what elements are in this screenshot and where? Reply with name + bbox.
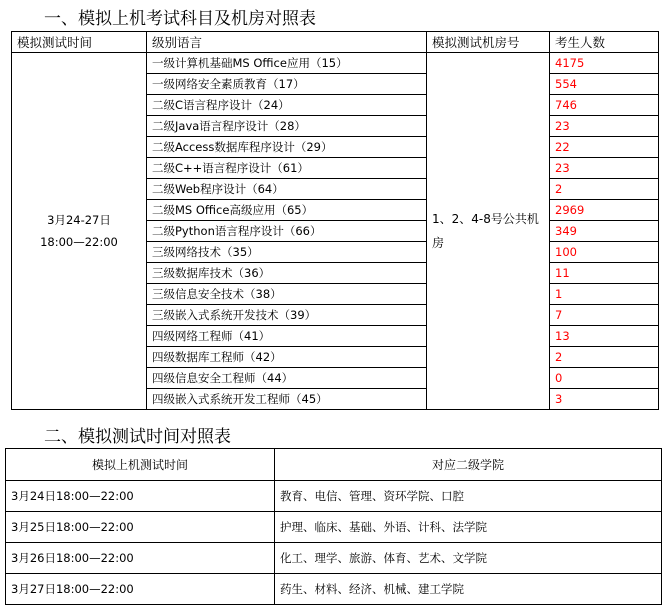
table-header-row (6, 449, 662, 481)
count-cell: 2 (550, 179, 659, 200)
subject-cell: 二级Web程序设计（64） (147, 179, 427, 200)
time-cell: 3月26日18:00—22:00 (6, 543, 275, 574)
table-row (6, 481, 662, 512)
count-cell: 7 (550, 305, 659, 326)
colleges-cell: 教育、电信、管理、资环学院、口腔 (275, 481, 662, 512)
count-cell: 2 (550, 347, 659, 368)
header-count: 考生人数 (550, 32, 659, 53)
subject-cell: 二级C语言程序设计（24） (147, 95, 427, 116)
count-cell: 23 (550, 116, 659, 137)
subject-cell: 四级信息安全工程师（44） (147, 368, 427, 389)
colleges-cell: 药生、材料、经济、机械、建工学院 (275, 574, 662, 605)
count-cell: 100 (550, 242, 659, 263)
test-hours: 18:00—22:00 (40, 235, 118, 249)
count-cell: 1 (550, 284, 659, 305)
subject-cell: 二级C++语言程序设计（61） (147, 158, 427, 179)
subject-cell: 二级MS Office高级应用（65） (147, 200, 427, 221)
time-cell: 3月24日18:00—22:00 (6, 481, 275, 512)
table-row (12, 53, 659, 74)
subject-cell: 三级网络技术（35） (147, 242, 427, 263)
count-cell: 554 (550, 74, 659, 95)
header-colleges: 对应二级学院 (275, 449, 662, 481)
subject-cell: 三级信息安全技术（38） (147, 284, 427, 305)
test-date: 3月24-27日 (47, 213, 111, 227)
count-cell: 22 (550, 137, 659, 158)
count-cell: 23 (550, 158, 659, 179)
header-test-time: 模拟上机测试时间 (6, 449, 275, 481)
header-subject: 级别语言 (147, 32, 427, 53)
colleges-cell: 护理、临床、基础、外语、计科、法学院 (275, 512, 662, 543)
count-cell: 0 (550, 368, 659, 389)
time-cell: 3月27日18:00—22:00 (6, 574, 275, 605)
subject-cell: 一级网络安全素质教育（17） (147, 74, 427, 95)
subject-cell: 四级网络工程师（41） (147, 326, 427, 347)
count-cell: 11 (550, 263, 659, 284)
exam-room-table (11, 31, 659, 410)
count-cell: 746 (550, 95, 659, 116)
subject-cell: 二级Python语言程序设计（66） (147, 221, 427, 242)
count-cell: 13 (550, 326, 659, 347)
table-row (6, 512, 662, 543)
table-row (6, 543, 662, 574)
subject-cell: 四级嵌入式系统开发工程师（45） (147, 389, 427, 410)
table-row (6, 574, 662, 605)
subject-cell: 二级Java语言程序设计（28） (147, 116, 427, 137)
count-cell: 4175 (550, 53, 659, 74)
colleges-cell: 化工、理学、旅游、体育、艺术、文学院 (275, 543, 662, 574)
header-time: 模拟测试时间 (12, 32, 147, 53)
room-cell: 1、2、4-8号公共机房 (427, 53, 550, 410)
count-cell: 3 (550, 389, 659, 410)
subject-cell: 二级Access数据库程序设计（29） (147, 137, 427, 158)
schedule-table (5, 448, 662, 605)
subject-cell: 三级嵌入式系统开发技术（39） (147, 305, 427, 326)
count-cell: 349 (550, 221, 659, 242)
count-cell: 2969 (550, 200, 659, 221)
subject-cell: 一级计算机基础MS Office应用（15） (147, 53, 427, 74)
subject-cell: 四级数据库工程师（42） (147, 347, 427, 368)
time-cell: 3月25日18:00—22:00 (6, 512, 275, 543)
table-header-row (12, 32, 659, 53)
section1-title: 一、模拟上机考试科目及机房对照表 (44, 9, 316, 29)
section2-title: 二、模拟测试时间对照表 (44, 427, 231, 447)
subject-cell: 三级数据库技术（36） (147, 263, 427, 284)
test-time-cell (12, 53, 147, 410)
header-room: 模拟测试机房号 (427, 32, 550, 53)
